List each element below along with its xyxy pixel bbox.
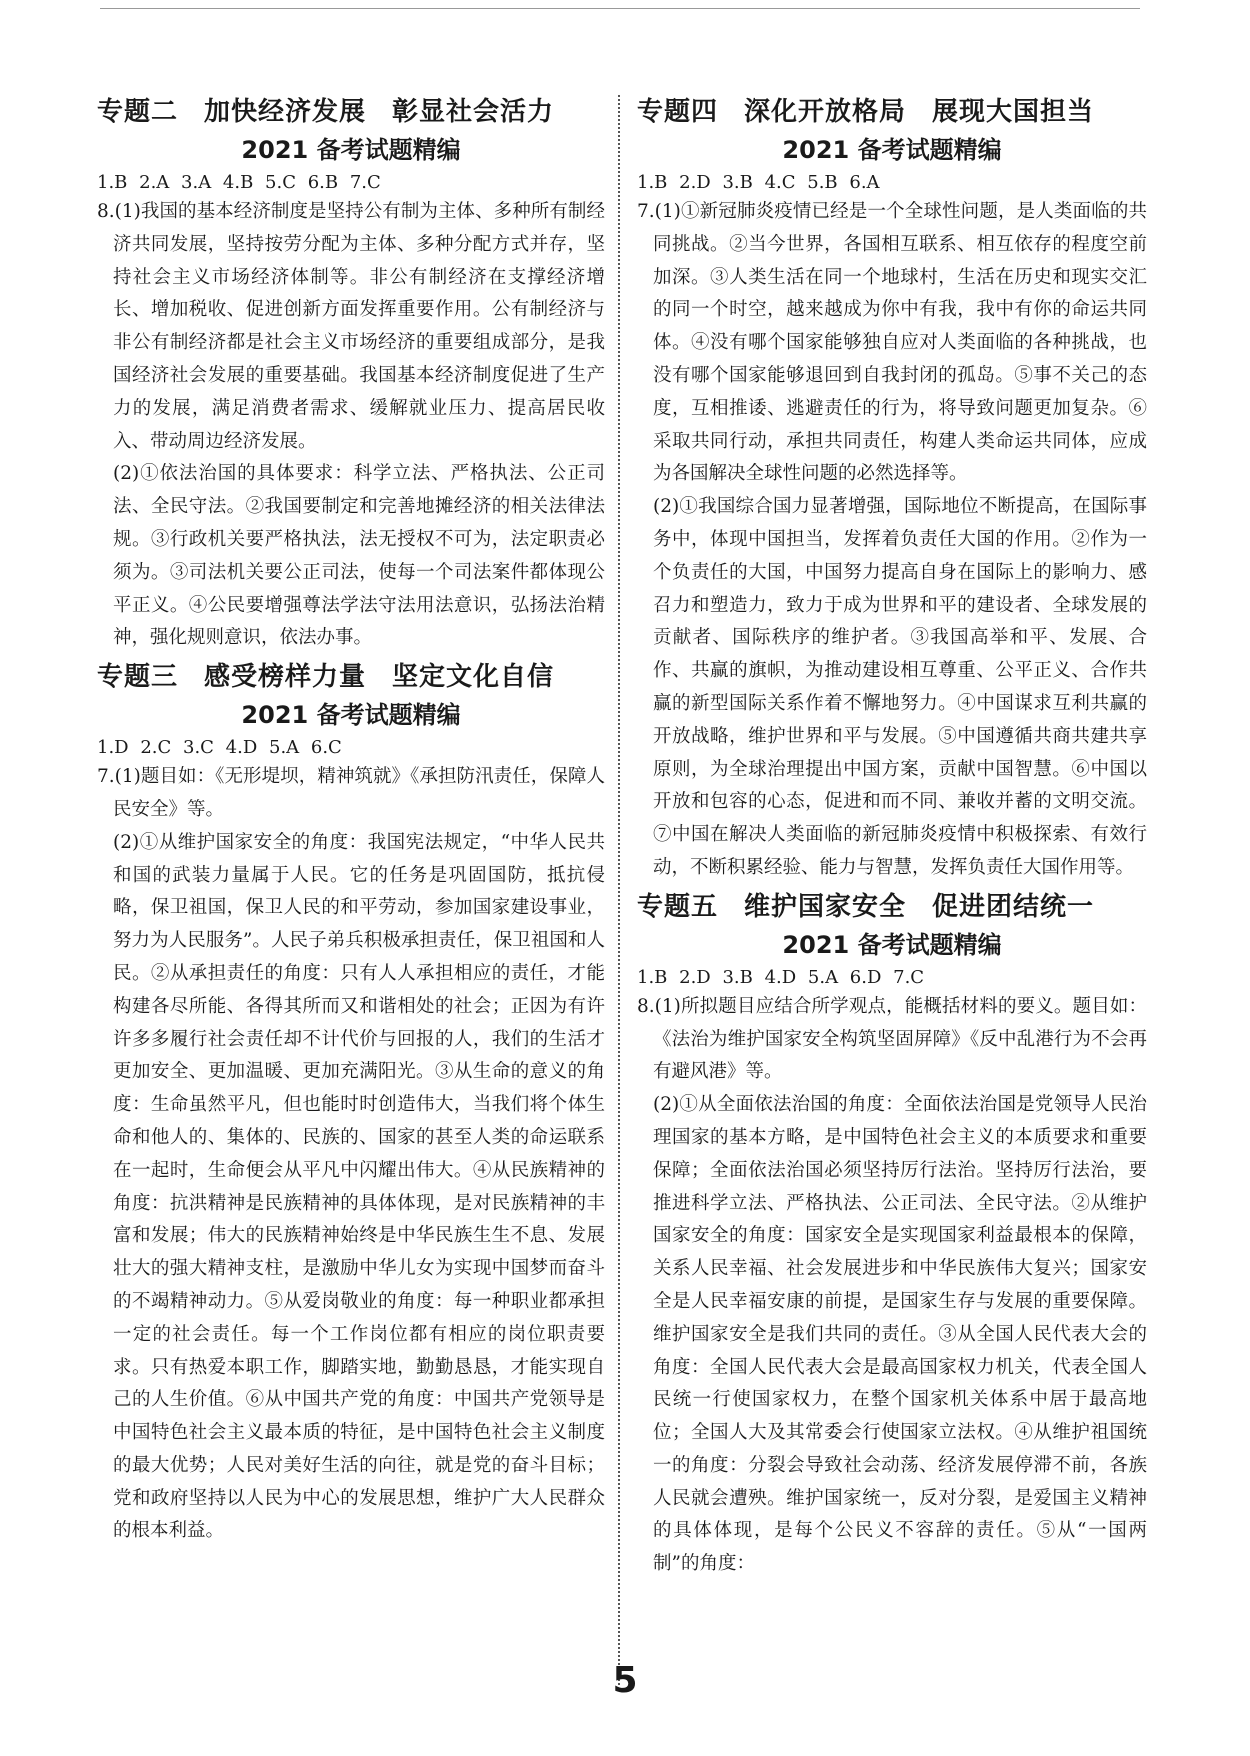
page-number: 5	[612, 1660, 638, 1701]
right-column	[637, 92, 1147, 1581]
answer-8-1: 8.(1)我国的基本经济制度是坚持公有制为主体、多种所有制经济共同发展，坚持按劳分配为主体、多种分配方式并存，坚持社会主义市场经济体制等。非公有制经济在支撑经济增长、增加税收、促进创新方面发挥重要作用。公有制经济与非公有制经济都是社会主义市场经济的重要组成部分，是我国经济社会发展的重要基础。我国基本经济制度促进了生产力的发展，满足消费者需求、缓解就业压力、提高居民收入、带动周边经济发展。	[97, 201, 605, 452]
choice-answers: 1.B 2.A 3.A 4.B 5.C 6.B 7.C	[97, 172, 381, 193]
answer-7-1: 7.(1)题目如：《无形堤坝，精神筑就》《承担防汛责任，保障人民安全》等。	[97, 766, 605, 820]
answer-8-2: (2)①从全面依法治国的角度：全面依法治国是党领导人民治理国家的基本方略，是中国特色社会主义的本质要求和重要保障；全面依法治国必须坚持厉行法治。坚持厉行法治，要推进科学立法、严格执法、公正司法、全民守法。②从维护国家安全的角度：国家安全是实现国家利益最根本的保障，关系人民幸福、社会发展进步和中华民族伟大复兴；国家安全是人民幸福安康的前提，是国家生存与发展的重要保障。维护国家安全是我们共同的责任。③从全国人民代表大会的角度：全国人民代表大会是最高国家权力机关，代表全国人民统一行使国家权力，在整个国家机关体系中居于最高地位；全国人大及其常委会行使国家立法权。④从维护祖国统一的角度：分裂会导致社会动荡、经济发展停滞不前，各族人民就会遭殃。维护国家统一，反对分裂，是爱国主义精神的具体体现，是每个公民义不容辞的责任。⑤从“一国两制”的角度：	[653, 1094, 1147, 1575]
section-title: 专题四 深化开放格局 展现大国担当	[637, 97, 1095, 127]
section-topic-3	[97, 657, 605, 1548]
section-title: 专题五 维护国家安全 促进团结统一	[637, 891, 1095, 922]
answer-7-1: 7.(1)①新冠肺炎疫情已经是一个全球性问题，是人类面临的共同挑战。②当今世界，各国相互联系、相互依存的程度空前加深。③人类生活在同一个地球村，生活在历史和现实交汇的同一个时空，越来越成为你中有我，我中有你的命运共同体。④没有哪个国家能够独自应对人类面临的各种挑战，也没有哪个国家能够退回到自我封闭的孤岛。⑤事不关己的态度，互相推诿、逃避责任的行为，将导致问题更加复杂。⑥采取共同行动，承担共同责任，构建人类命运共同体，应成为各国解决全球性问题的必然选择等。	[637, 201, 1147, 485]
answer-8-1: 8.(1)所拟题目应结合所学观点，能概括材料的要义。题目如：《法治为维护国家安全构筑坚固屏障》《反中乱港行为不会再有避风港》等。	[637, 995, 1147, 1083]
section-topic-4	[637, 92, 1147, 885]
answer-7-2: (2)①我国综合国力显著增强，国际地位不断提高，在国际事务中，体现中国担当，发挥着负责任大国的作用。②作为一个负责任的大国，中国努力提高自身在国际上的影响力、感召力和塑造力，致力于成为世界和平的建设者、全球发展的贡献者、国际秩序的维护者。③我国高举和平、发展、合作、共赢的旗帜，为推动建设相互尊重、公平正义、合作共赢的新型国际关系作着不懈地努力。④中国谋求互利共赢的开放战略，维护世界和平与发展。⑤中国遵循共商共建共享原则，为全球治理提出中国方案，贡献中国智慧。⑥中国以开放和包容的心态，促进和而不同、兼收并蓄的文明交流。⑦中国在解决人类面临的新冠肺炎疫情中积极探索、有效行动，不断积累经验、能力与智慧，发挥负责任大国作用等。	[653, 496, 1147, 878]
section-subtitle: 2021 备考试题精编	[782, 136, 1002, 164]
choice-answers: 1.D 2.C 3.C 4.D 5.A 6.C	[97, 737, 342, 759]
choice-answers: 1.B 2.D 3.B 4.D 5.A 6.D 7.C	[637, 966, 925, 988]
section-subtitle: 2021 备考试题精编	[241, 136, 461, 164]
section-subtitle: 2021 备考试题精编	[241, 701, 461, 730]
answer-8-2: (2)①依法治国的具体要求：科学立法、严格执法、公正司法、全民守法。②我国要制定和完善地摊经济的相关法律法规。③行政机关要严格执法，法无授权不可为，法定职责必须为。③司法机关要公正司法，使每一个司法案件都体现公平正义。④公民要增强尊法学法守法用法意识，弘扬法治精神，强化规则意识，依法办事。	[113, 463, 605, 649]
left-column	[97, 92, 605, 1548]
answer-7-2: (2)①从维护国家安全的角度：我国宪法规定，“中华人民共和国的武装力量属于人民。它的任务是巩固国防，抵抗侵略，保卫祖国，保卫人民的和平劳动，参加国家建设事业，努力为人民服务”。人民子弟兵积极承担责任，保卫祖国和人民。②从承担责任的角度：只有人人承担相应的责任，才能构建各尽所能、各得其所而又和谐相处的社会；正因为有许许多多履行社会责任却不计代价与回报的人，我们的生活才更加安全、更加温暖、更加充满阳光。③从生命的意义的角度：生命虽然平凡，但也能时时创造伟大，当我们将个体生命和他人的、集体的、民族的、国家的甚至人类的命运联系在一起时，生命便会从平凡中闪耀出伟大。④从民族精神的角度：抗洪精神是民族精神的具体体现，是对民族精神的丰富和发展；伟大的民族精神始终是中华民族生生不息、发展壮大的强大精神支柱，是激励中华儿女为实现中国梦而奋斗的不竭精神动力。⑤从爱岗敬业的角度：每一种职业都承担一定的社会责任。每一个工作岗位都有相应的岗位职责要求。只有热爱本职工作，脚踏实地，勤勤恳恳，才能实现自己的人生价值。⑥从中国共产党的角度：中国共产党领导是中国特色社会主义最本质的特征，是中国特色社会主义制度的最大优势；人民对美好生活的向往，就是党的奋斗目标；党和政府坚持以人民为中心的发展思想，维护广大人民群众的根本利益。	[113, 831, 605, 1542]
section-topic-5	[637, 887, 1147, 1581]
choice-answers: 1.B 2.D 3.B 4.C 5.B 6.A	[637, 172, 880, 193]
section-title: 专题三 感受榜样力量 坚定文化自信	[97, 662, 555, 693]
column-divider	[618, 95, 620, 1685]
top-rule	[100, 8, 1140, 9]
section-title: 专题二 加快经济发展 彰显社会活力	[97, 97, 555, 127]
section-subtitle: 2021 备考试题精编	[782, 930, 1002, 959]
section-topic-2	[97, 92, 605, 655]
